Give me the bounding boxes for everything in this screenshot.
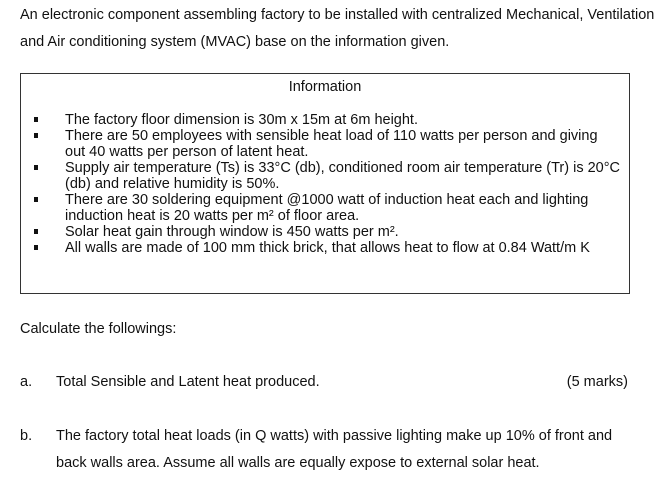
question-text: The factory total heat loads (in Q watts) with passive lighting make up 10% of front and back walls area. Assume all walls are equally expose to external solar heat.	[56, 428, 613, 471]
calculate-prompt: Calculate the followings:	[20, 321, 177, 337]
information-item-text: Supply air temperature (Ts) is 33°C (db), conditioned room air temperature (Tr) is 20°C (db) and relative humidity is 50%.	[65, 160, 621, 192]
information-item	[21, 224, 627, 240]
information-item-text: Solar heat gain through window is 450 watts per m².	[65, 224, 399, 240]
square-bullet-icon	[34, 133, 38, 138]
question-b	[20, 423, 640, 479]
square-bullet-icon	[34, 165, 38, 170]
question-letter: a.	[20, 374, 33, 390]
information-item-text: The factory floor dimension is 30m x 15m at 6m height.	[65, 112, 418, 128]
question-text: Total Sensible and Latent heat produced.	[56, 374, 320, 390]
question-a	[20, 369, 640, 399]
information-list	[21, 112, 627, 256]
information-item-text: There are 30 soldering equipment @1000 watt of induction heat each and lighting induction heat is 20 watts per m² of floor area.	[65, 192, 589, 224]
square-bullet-icon	[34, 229, 38, 234]
square-bullet-icon	[34, 197, 38, 202]
information-item-text: All walls are made of 100 mm thick brick, that allows heat to flow at 0.84 Watt/m K	[65, 240, 590, 256]
question-letter: b.	[20, 428, 33, 444]
information-box	[20, 73, 630, 294]
information-item	[21, 128, 627, 160]
information-item-text: There are 50 employees with sensible heat load of 110 watts per person and giving out 40 watts per person of latent heat.	[65, 128, 598, 160]
question-marks: (5 marks)	[566, 374, 628, 390]
information-item	[21, 192, 627, 224]
square-bullet-icon	[34, 245, 38, 250]
intro-paragraph: An electronic component assembling factory to be installed with centralized Mechanical, Ventilation and Air conditioning system (MVAC) base on the information given.	[20, 7, 655, 50]
information-title: Information	[288, 79, 362, 95]
information-item	[21, 240, 627, 256]
square-bullet-icon	[34, 117, 38, 122]
information-item	[21, 160, 627, 192]
information-item	[21, 112, 627, 128]
